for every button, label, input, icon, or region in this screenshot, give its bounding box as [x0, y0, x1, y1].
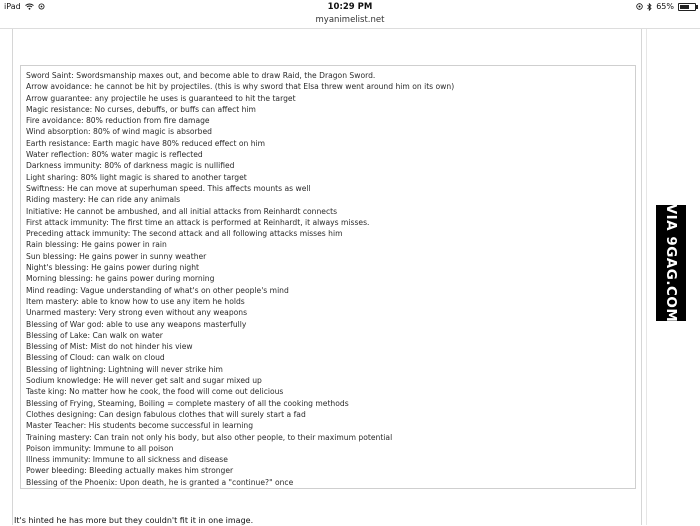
spoiler-line: Power bleeding: Bleeding actually makes him stronger — [26, 466, 234, 476]
caption-text: It's hinted he has more but they couldn't fit it in one image. — [14, 516, 254, 525]
spoiler-line: Taste king: No matter how he cook, the food will come out delicious — [26, 387, 284, 397]
spoiler-line: Riding mastery: He can ride any animals — [26, 195, 181, 205]
spoiler-line: Blessing of lightning: Lightning will never strike him — [26, 364, 223, 374]
spoiler-line: Fire avoidance: 80% reduction from fire damage — [26, 116, 210, 126]
watermark-text: VIA 9GAG.COM — [663, 203, 679, 323]
spoiler-line: Sun blessing: He gains power in sunny weather — [26, 251, 207, 261]
spoiler-line: Blessing of Mist: Mist do not hinder his view — [26, 342, 193, 352]
status-bar — [0, 0, 700, 14]
spoiler-line: Initiative: He cannot be ambushed, and all initial attacks from Reinhardt connects — [26, 206, 338, 216]
sidebar-border — [646, 29, 647, 525]
device-name: iPad — [4, 2, 21, 11]
spoiler-box — [20, 65, 636, 489]
spoiler-line: Blessing of Lake: Can walk on water — [26, 330, 163, 340]
bluetooth-icon — [647, 0, 652, 14]
spoiler-line: Arrow avoidance: he cannot be hit by projectiles. (this is why sword that Elsa threw went around him on its own) — [26, 82, 455, 92]
content-border-right — [641, 29, 642, 525]
location-icon — [636, 0, 643, 14]
spoiler-line: Wind absorption: 80% of wind magic is absorbed — [26, 127, 212, 137]
watermark-badge — [656, 205, 686, 321]
spoiler-line: Arrow guarantee: any projectile he uses is guaranteed to hit the target — [26, 93, 296, 103]
spoiler-line: Sword Saint: Swordsmanship maxes out, and become able to draw Raid, the Dragon Sword. — [26, 71, 376, 80]
spoiler-line: Night's blessing: He gains power during night — [26, 263, 199, 273]
battery-fill — [680, 5, 689, 9]
spoiler-line: Sodium knowledge: He will never get salt and sugar mixed up — [26, 376, 262, 386]
spoiler-line: Earth resistance: Earth magic have 80% reduced effect on him — [26, 138, 266, 148]
spoiler-line: Item mastery: able to know how to use any item he holds — [26, 296, 245, 306]
spoiler-line: Clothes designing: Can design fabulous clothes that will surely start a fad — [26, 409, 306, 419]
spoiler-line: Morning blessing: he gains power during morning — [26, 274, 215, 284]
spoiler-line: Training mastery: Can train not only his body, but also other people, to their maximum potential — [26, 432, 393, 442]
spoiler-line: Mind reading: Vague understanding of what's on other people's mind — [26, 285, 289, 295]
spoiler-line: Unarmed mastery: Very strong even without any weapons — [26, 308, 248, 318]
battery-icon — [678, 3, 696, 11]
status-time: 10:29 PM — [327, 2, 373, 12]
spoiler-line: Water reflection: 80% water magic is reflected — [26, 150, 203, 160]
status-bar-right — [636, 0, 696, 14]
spoiler-line: Master Teacher: His students become successful in learning — [26, 421, 254, 431]
spoiler-line: Illness immunity: Immune to all sickness and disease — [26, 455, 228, 465]
address-bar[interactable] — [0, 14, 700, 29]
spoiler-line: Preceding attack immunity: The second attack and all following attacks misses him — [26, 229, 343, 239]
spoiler-line: Poison immunity: Immune to all poison — [26, 443, 174, 453]
content-border-left — [12, 29, 13, 525]
spoiler-line: Swiftness: He can move at superhuman speed. This affects mounts as well — [26, 183, 311, 193]
spoiler-line: Rain blessing: He gains power in rain — [26, 240, 167, 250]
spoiler-line: Blessing of the Phoenix: Upon death, he is granted a "continue?" once — [26, 477, 294, 487]
spoiler-line: Blessing of Cloud: can walk on cloud — [26, 353, 165, 363]
battery-percent: 65% — [656, 2, 674, 11]
spoiler-line: Light sharing: 80% light magic is shared to another target — [26, 172, 247, 182]
spoiler-line: Blessing of Frying, Steaming, Boiling = complete mastery of all the cooking methods — [26, 398, 349, 408]
url-text[interactable]: myanimelist.net — [315, 15, 385, 25]
spoiler-line: Blessing of War god: able to use any weapons masterfully — [26, 319, 247, 329]
spoiler-line: Darkness immunity: 80% of darkness magic is nullified — [26, 161, 235, 171]
spoiler-line: First attack immunity: The first time an attack is performed at Reinhardt, it always misses. — [26, 217, 370, 227]
spoiler-line: Magic resistance: No curses, debuffs, or buffs can affect him — [26, 104, 256, 114]
